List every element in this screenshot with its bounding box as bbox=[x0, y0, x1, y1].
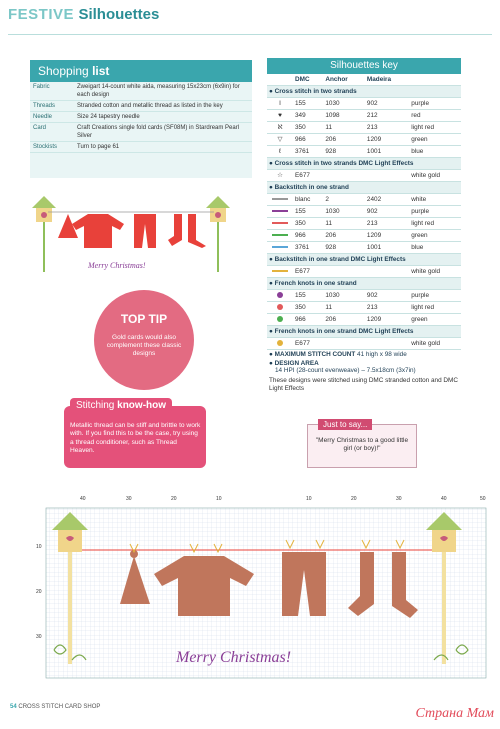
just-to-say-box bbox=[307, 420, 417, 468]
madeira-code: 213 bbox=[365, 122, 409, 134]
shopping-row bbox=[30, 101, 252, 112]
axis-label-left: 30 bbox=[36, 634, 42, 640]
header-rule bbox=[8, 34, 492, 35]
shopping-value: Size 24 tapestry needle bbox=[74, 112, 252, 123]
madeira-code: 1209 bbox=[365, 134, 409, 146]
just-to-say-text: "Merry Christmas to a good little girl (or boy)!" bbox=[315, 437, 409, 452]
shopping-list-panel bbox=[30, 60, 252, 178]
madeira-code: 1001 bbox=[365, 242, 409, 254]
silhouettes-key bbox=[267, 58, 461, 404]
top-tip-badge bbox=[86, 290, 202, 400]
anchor-code: 11 bbox=[323, 302, 365, 314]
french-knot-dot bbox=[277, 340, 283, 346]
axis-label-left: 20 bbox=[36, 589, 42, 595]
section-title: French knots in one strand DMC Light Effects bbox=[274, 327, 414, 335]
color-name: purple bbox=[409, 290, 461, 302]
color-name: purple bbox=[409, 206, 461, 218]
stitch-symbol: ℵ bbox=[267, 122, 293, 134]
page-number: 54 bbox=[10, 704, 17, 710]
cross-stitch-chart bbox=[36, 496, 488, 685]
color-name: light red bbox=[409, 302, 461, 314]
french-knot-dot bbox=[277, 292, 283, 298]
chart-svg bbox=[36, 500, 488, 685]
anchor-code: 11 bbox=[323, 218, 365, 230]
max-stitch-count: ● MAXIMUM STITCH COUNT 41 high x 98 wide bbox=[269, 351, 407, 358]
stitching-knowhow-panel bbox=[64, 400, 206, 468]
shopping-key: Threads bbox=[30, 101, 74, 112]
anchor-code: 206 bbox=[323, 230, 365, 242]
shopping-key: Stockists bbox=[30, 142, 74, 153]
shopping-value: Stranded cotton and metallic thread as listed in the key bbox=[74, 101, 252, 112]
key-row bbox=[267, 242, 461, 254]
madeira-code: 213 bbox=[365, 218, 409, 230]
madeira-code: 902 bbox=[365, 98, 409, 110]
key-row bbox=[267, 266, 461, 278]
design-area: ● DESIGN AREA 14 HPI (28-count evenweave) – 7.5x18cm (3x7in) bbox=[269, 360, 416, 374]
top-tip-title: TOP TIP bbox=[120, 312, 168, 326]
dmc-code: 155 bbox=[293, 206, 323, 218]
key-row bbox=[267, 290, 461, 302]
shopping-key: Card bbox=[30, 123, 74, 142]
color-name: red bbox=[409, 110, 461, 122]
axis-label-top: 10 bbox=[216, 496, 222, 502]
key-row bbox=[267, 134, 461, 146]
dmc-code: 3761 bbox=[293, 242, 323, 254]
magazine-name: CROSS STITCH CARD SHOP bbox=[18, 704, 101, 710]
madeira-code: 1001 bbox=[365, 146, 409, 158]
shopping-table bbox=[30, 82, 252, 153]
color-name: light red bbox=[409, 218, 461, 230]
dmc-code: 966 bbox=[293, 134, 323, 146]
color-name: blue bbox=[409, 242, 461, 254]
shopping-value: Craft Creations single fold cards (SF08M) in Stardream Pearl Silver bbox=[74, 123, 252, 142]
anchor-code: 11 bbox=[323, 122, 365, 134]
dmc-code: 350 bbox=[293, 218, 323, 230]
birdhouse-right-icon bbox=[206, 196, 230, 272]
top-tip-text: Gold cards would also complement these classic designs bbox=[106, 334, 182, 357]
page-footer bbox=[10, 704, 100, 710]
axis-label-top: 30 bbox=[126, 496, 132, 502]
shopping-key: Fabric bbox=[30, 82, 74, 101]
page-header bbox=[8, 6, 492, 36]
key-row bbox=[267, 194, 461, 206]
key-row bbox=[267, 338, 461, 350]
max-value: 41 high x 98 wide bbox=[357, 351, 407, 358]
card-message: Merry Christmas! bbox=[88, 261, 146, 270]
chart-message: Merry Christmas! bbox=[176, 649, 292, 666]
key-row bbox=[267, 314, 461, 326]
key-row bbox=[267, 230, 461, 242]
color-name: blue bbox=[409, 146, 461, 158]
color-name: white gold bbox=[409, 338, 461, 350]
key-row bbox=[267, 206, 461, 218]
anchor-code: 1030 bbox=[323, 290, 365, 302]
dmc-code: 350 bbox=[293, 122, 323, 134]
section-title: Cross stitch in two strands DMC Light Effects bbox=[274, 159, 414, 167]
key-section: ● Cross stitch in two strands DMC Light Effects bbox=[267, 158, 461, 170]
knowhow-title-a: Stitching bbox=[76, 400, 115, 411]
key-section: ● French knots in one strand DMC Light Effects bbox=[267, 326, 461, 338]
shopping-row bbox=[30, 82, 252, 101]
axis-label-top: 20 bbox=[171, 496, 177, 502]
area-value: 14 HPI (28-count evenweave) – 7.5x18cm (3x7in) bbox=[275, 367, 416, 374]
dmc-code: E677 bbox=[293, 266, 323, 278]
axis-label-top: 50 bbox=[480, 496, 486, 502]
header-festive: FESTIVE bbox=[8, 6, 75, 23]
madeira-code: 213 bbox=[365, 302, 409, 314]
dmc-code: 966 bbox=[293, 314, 323, 326]
color-name: light red bbox=[409, 122, 461, 134]
color-name: green bbox=[409, 134, 461, 146]
shopping-row bbox=[30, 142, 252, 153]
section-title: Backstitch in one strand bbox=[274, 183, 349, 191]
key-section: ● French knots in one strand bbox=[267, 278, 461, 290]
dmc-code: 966 bbox=[293, 230, 323, 242]
dmc-code: 349 bbox=[293, 110, 323, 122]
axis-label-top: 20 bbox=[351, 496, 357, 502]
anchor-code: 206 bbox=[323, 314, 365, 326]
knowhow-title-b: know-how bbox=[117, 400, 167, 411]
backstitch-swatch bbox=[272, 210, 288, 212]
birdhouse-left-icon bbox=[32, 196, 56, 272]
key-row bbox=[267, 218, 461, 230]
header-silhouettes: Silhouettes bbox=[78, 6, 160, 23]
section-title: Cross stitch in two strands bbox=[274, 87, 357, 95]
jumper-icon bbox=[72, 214, 124, 248]
area-label: DESIGN AREA bbox=[274, 360, 319, 367]
backstitch-swatch bbox=[272, 222, 288, 224]
shopping-title-a: Shopping bbox=[38, 64, 89, 78]
dmc-code: 155 bbox=[293, 290, 323, 302]
dmc-code: 3761 bbox=[293, 146, 323, 158]
madeira-code: 212 bbox=[365, 110, 409, 122]
anchor-code: 928 bbox=[323, 146, 365, 158]
dmc-code: 350 bbox=[293, 302, 323, 314]
key-section: ● Backstitch in one strand DMC Light Effects bbox=[267, 254, 461, 266]
shopping-value: Turn to page 61 bbox=[74, 142, 252, 153]
key-row bbox=[267, 98, 461, 110]
finished-card-illustration bbox=[28, 190, 234, 280]
color-name: white gold bbox=[409, 170, 461, 182]
backstitch-swatch bbox=[272, 270, 288, 272]
axis-label-top: 40 bbox=[441, 496, 447, 502]
key-row bbox=[267, 110, 461, 122]
stitch-symbol: ☆ bbox=[267, 170, 293, 182]
anchor-code: 1098 bbox=[323, 110, 365, 122]
just-to-say-title: Just to say... bbox=[318, 419, 372, 430]
axis-label-top: 10 bbox=[306, 496, 312, 502]
color-name: green bbox=[409, 230, 461, 242]
key-note: These designs were stitched using DMC stranded cotton and DMC Light Effects bbox=[269, 377, 458, 392]
shopping-key: Needle bbox=[30, 112, 74, 123]
dmc-code: E677 bbox=[293, 338, 323, 350]
madeira-code: 902 bbox=[365, 290, 409, 302]
col-madeira: Madeira bbox=[365, 74, 409, 86]
color-name: white bbox=[409, 194, 461, 206]
anchor-code: 1030 bbox=[323, 206, 365, 218]
shopping-title-b: list bbox=[92, 64, 110, 78]
color-name: purple bbox=[409, 98, 461, 110]
key-row bbox=[267, 122, 461, 134]
backstitch-swatch bbox=[272, 234, 288, 236]
color-name: white gold bbox=[409, 266, 461, 278]
anchor-code: 206 bbox=[323, 134, 365, 146]
anchor-code: 1030 bbox=[323, 98, 365, 110]
col-anchor: Anchor bbox=[323, 74, 365, 86]
madeira-code: 902 bbox=[365, 206, 409, 218]
section-title: French knots in one strand bbox=[274, 279, 357, 287]
stitch-symbol: I bbox=[267, 98, 293, 110]
key-row bbox=[267, 146, 461, 158]
key-section: ● Cross stitch in two strands bbox=[267, 86, 461, 98]
trousers-icon bbox=[134, 214, 156, 248]
shopping-list-title bbox=[30, 60, 252, 82]
shopping-row bbox=[30, 123, 252, 142]
stitch-symbol: ℓ bbox=[267, 146, 293, 158]
knowhow-text: Metallic thread can be stiff and brittle to work with. If you find this to be the case, try using a thread conditioner, such as Thread Heaven. bbox=[70, 422, 201, 455]
key-row bbox=[267, 170, 461, 182]
backstitch-swatch bbox=[272, 246, 288, 248]
key-title: Silhouettes key bbox=[267, 58, 461, 74]
watermark-logo: Страна Мам bbox=[415, 706, 494, 721]
key-column-header bbox=[267, 74, 461, 86]
axis-label-left: 10 bbox=[36, 544, 42, 550]
anchor-code: 2 bbox=[323, 194, 365, 206]
key-section: ● Backstitch in one strand bbox=[267, 182, 461, 194]
backstitch-swatch bbox=[272, 198, 288, 200]
max-label: MAXIMUM STITCH COUNT bbox=[274, 351, 356, 358]
section-title: Backstitch in one strand DMC Light Effects bbox=[274, 255, 406, 263]
key-row bbox=[267, 302, 461, 314]
french-knot-dot bbox=[277, 316, 283, 322]
anchor-code: 928 bbox=[323, 242, 365, 254]
french-knot-dot bbox=[277, 304, 283, 310]
axis-label-top: 40 bbox=[80, 496, 86, 502]
axis-label-top: 30 bbox=[396, 496, 402, 502]
col-dmc: DMC bbox=[293, 74, 323, 86]
madeira-code: 2402 bbox=[365, 194, 409, 206]
shopping-value: Zweigart 14-count white aida, measuring 15x23cm (6x9in) for each design bbox=[74, 82, 252, 101]
key-table bbox=[267, 74, 461, 350]
stitch-symbol: ▽ bbox=[267, 134, 293, 146]
sock-left-icon bbox=[168, 214, 182, 246]
dmc-code: E677 bbox=[293, 170, 323, 182]
madeira-code: 1209 bbox=[365, 230, 409, 242]
dmc-code: 155 bbox=[293, 98, 323, 110]
knowhow-title bbox=[70, 398, 172, 413]
shopping-row bbox=[30, 112, 252, 123]
dmc-code: blanc bbox=[293, 194, 323, 206]
stitch-symbol: ♥ bbox=[267, 110, 293, 122]
color-name: green bbox=[409, 314, 461, 326]
madeira-code: 1209 bbox=[365, 314, 409, 326]
sock-right-icon bbox=[188, 214, 206, 248]
